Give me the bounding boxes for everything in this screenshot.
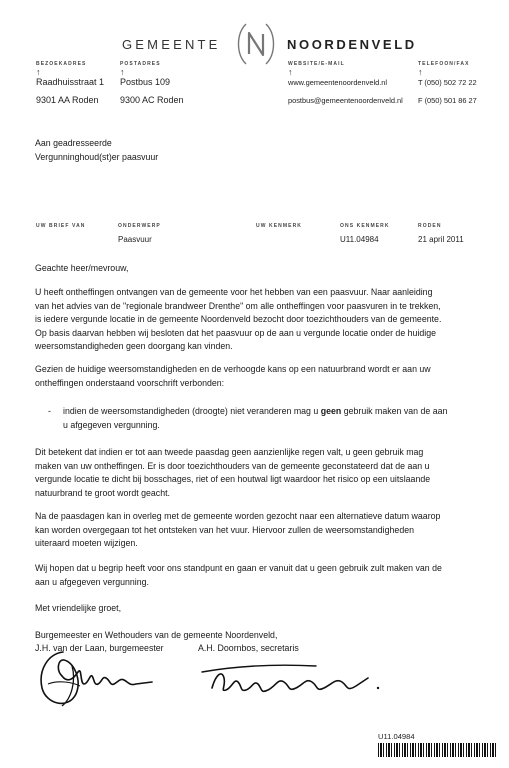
text-line: Gezien de huidige weersomstandigheden en de verhoogde kans op een natuurbrand wordt er aan uw	[35, 364, 431, 374]
text-line: natuurbrand te groot wordt geacht.	[35, 487, 170, 498]
visit-address-label: BEZOEKADRES	[36, 61, 87, 67]
text-line: maken van uw ontheffingen. Er is door toezichthouders van de gemeente geconstateerd dat de aan u	[35, 460, 430, 471]
arrow-up-icon: ↑	[36, 67, 41, 77]
your-reference-label: UW KENMERK	[256, 223, 302, 229]
municipality-label: GEMEENTE	[122, 37, 221, 52]
text-line: Dit betekent dat indien er tot aan tweede paasdag geen aanzienlijke regen valt, u geen gebruik mag	[35, 447, 424, 457]
visit-address-street: Raadhuisstraat 1	[36, 77, 105, 87]
secretary-signature-icon	[196, 652, 386, 702]
paragraph-4	[35, 510, 487, 551]
signatory-line: Burgemeester en Wethouders van de gemeente Noordenveld,	[35, 630, 278, 640]
our-reference-label: ONS KENMERK	[340, 223, 390, 229]
website-link[interactable]: www.gemeentenoordenveld.nl	[288, 78, 388, 87]
bullet-text-emphasis: geen	[320, 406, 342, 416]
paragraph-5	[35, 562, 487, 589]
recipient-line-1: Aan geadresseerde	[35, 138, 112, 148]
your-letter-label: UW BRIEF VAN	[36, 223, 86, 229]
text-line: Op basis daarvan hebben wij besloten dat het paasvuur op de aan u vergunde locatie onder de huidige	[35, 327, 437, 338]
arrow-up-icon: ↑	[120, 67, 125, 77]
text-line: weersomstandigheden geen doorgang kan vinden.	[35, 341, 233, 351]
place-label: RODEN	[418, 223, 442, 229]
text-line: vergunde locatie te dicht bij bosschages, riet of een houtwal ligt waardoor het risico op een uitslaande	[35, 474, 431, 484]
subject-label: ONDERWERP	[118, 223, 161, 229]
web-email-label: WEBSITE/E-MAIL	[288, 61, 345, 67]
postal-address-box: Postbus 109	[120, 77, 171, 87]
document-code: U11.04984	[378, 732, 415, 741]
phone-fax-label: TELEFOON/FAX	[418, 61, 470, 67]
municipality-logo-icon	[236, 20, 276, 68]
text-line: uiteraard moeten wijzigen.	[35, 538, 138, 548]
text-line: Na de paasdagen kan in overleg met de gemeente worden gezocht naar een alternatieve datum waarop	[35, 511, 441, 521]
salutation: Geachte heer/mevrouw,	[35, 263, 129, 273]
recipient-line-2: Vergunninghoud(st)er paasvuur	[35, 152, 159, 162]
paragraph-2	[35, 363, 487, 390]
mayor-signature-icon	[28, 640, 158, 715]
bullet-text-end: gebruik maken van de aan	[341, 406, 448, 416]
bullet-text-start: indien de weersomstandigheden (droogte) niet veranderen mag u	[63, 406, 321, 416]
fax-number: F (050) 501 86 27	[418, 96, 477, 105]
bullet-item	[63, 405, 483, 432]
arrow-up-icon: ↑	[288, 67, 293, 77]
our-reference-value: U11.04984	[340, 235, 379, 244]
arrow-up-icon: ↑	[418, 67, 423, 77]
letter-date: 21 april 2011	[418, 235, 464, 244]
municipality-name: NOORDENVELD	[287, 37, 417, 52]
text-line: is iedere vergunde locatie in de gemeente Noordenveld bezocht door toezichthouders van de gemeente.	[35, 314, 442, 324]
text-line: ontheffingen onderstaand voorschrift verbonden:	[35, 377, 225, 388]
secretary-name: A.H. Doornbos, secretaris	[198, 643, 299, 653]
closing: Met vriendelijke groet,	[35, 603, 122, 613]
paragraph-1	[35, 286, 487, 354]
postal-address-label: POSTADRES	[120, 61, 161, 67]
phone-number: T (050) 502 72 22	[418, 78, 477, 87]
bullet-dash: -	[48, 406, 51, 416]
paragraph-3	[35, 446, 487, 500]
subject-value: Paasvuur	[118, 235, 152, 244]
barcode-icon	[378, 743, 496, 757]
text-line: Wij hopen dat u begrip heeft voor ons standpunt en gaan er vanuit dat u geen gebruik zult maken van de	[35, 563, 442, 573]
text-line: U heeft ontheffingen ontvangen van de gemeente voor het hebben van een paasvuur. Naar aanleiding	[35, 287, 433, 297]
visit-address-city: 9301 AA Roden	[36, 95, 99, 105]
email-link[interactable]: postbus@gemeentenoordenveld.nl	[288, 96, 403, 105]
text-line: u afgegeven vergunning.	[63, 419, 160, 430]
mayor-name: J.H. van der Laan, burgemeester	[35, 643, 164, 653]
text-line	[63, 405, 483, 419]
text-line: van het advies van de "regionale brandweer Drenthe" om alle ontheffingen voor paasvuren in te trekken,	[35, 300, 441, 311]
text-line: kan worden overgegaan tot het ontsteken van het vuur. Hiervoor zullen de weersomstandigheden	[35, 524, 414, 535]
text-line: aan u afgegeven vergunning.	[35, 576, 149, 587]
postal-address-city: 9300 AC Roden	[120, 95, 184, 105]
